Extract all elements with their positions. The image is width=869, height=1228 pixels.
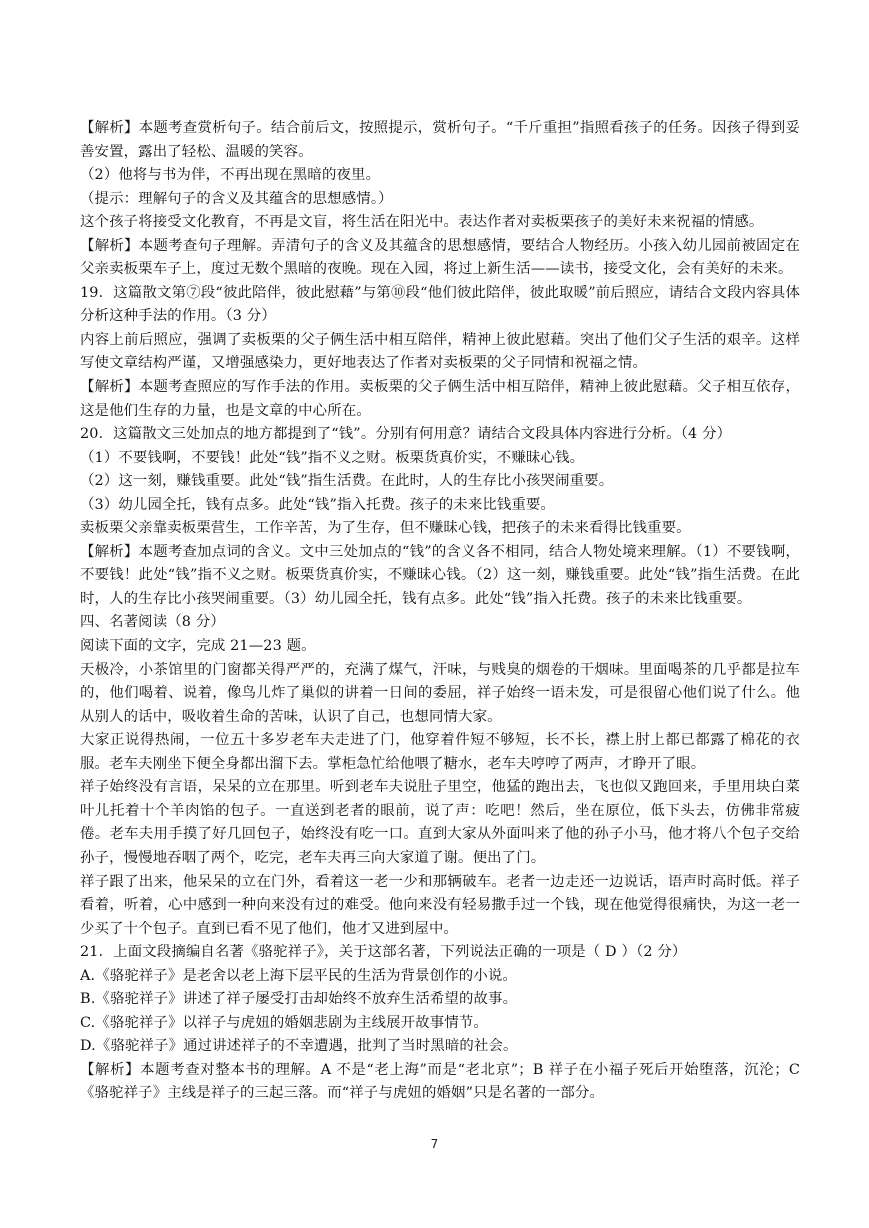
paragraph: 这个孩子将接受文化教育，不再是文盲，将生活在阳光中。表达作者对卖板栗孩子的美好未来祝福的情感。 [80,214,764,231]
paragraph: 【解析】本题考查句子理解。弄清句子的含义及其蕴含的思想感情，要结合人物经历。小孩入幼儿园前被固定在父亲卖板栗车子上，度过无数个黑暗的夜晚。现在入园，将过上新生活——读书，接受文化，会有美好的未来。 [80,237,800,278]
question-20: 20．这篇散文三处加点的地方都提到了“钱”。分别有何用意？请结合文段具体内容进行分析。（4 分） [80,426,732,443]
paragraph: （2）这一刻，赚钱重要。此处“钱”指生活费。在此时，人的生存比小孩哭闹重要。 [80,473,614,490]
paragraph: 【解析】本题考查赏析句子。结合前后文，按照提示，赏析句子。“千斤重担”指照看孩子的任务。因孩子得到妥善安置，露出了轻松、温暖的笑容。 [80,120,800,160]
passage-paragraph: 祥子跟了出来，他呆呆的立在门外，看着这一老一少和那辆破车。老者一边走还一边说话，语声时高时低。祥子看着，听着，心中感到一种向来没有过的难受。他向来没有轻易撒手过一个钱，现在他觉得很痛快，为这一老一少买了十个包子。直到已看不见了他们，他才又进到屋中。 [80,873,800,937]
paragraph: 【解析】本题考查照应的写作手法的作用。卖板栗的父子俩生活中相互陪伴，精神上彼此慰藉。父子相互依存，这是他们生存的力量，也是文章的中心所在。 [80,379,800,419]
paragraph: 【解析】本题考查加点词的含义。文中三处加点的“钱”的含义各不相同，结合人物处境来理解。（1）不要钱啊，不要钱！此处“钱”指不义之财。板栗货真价实，不赚昧心钱。（2）这一刻，赚钱重要。此处“钱”指生活费。在此时，人的生存比小孩哭闹重要。（3）幼儿园全托，钱有点多。此处“钱”指入托费。孩子的未来比钱重要。 [80,543,800,607]
paragraph: （3）幼儿园全托，钱有点多。此处“钱”指入托费。孩子的未来比钱重要。 [80,496,556,513]
paragraph: 卖板栗父亲靠卖板栗营生，工作辛苦，为了生存，但不赚昧心钱，把孩子的未来看得比钱重要。 [80,520,691,537]
section-heading: 四、名著阅读（8 分） [80,614,225,631]
option-c: C.《骆驼祥子》以祥子与虎妞的婚姻悲剧为主线展开故事情节。 [80,1014,488,1031]
option-a: A.《骆驼祥子》是老舍以老上海下层平民的生活为背景创作的小说。 [80,967,517,984]
paragraph: （1）不要钱啊，不要钱！此处“钱”指不义之财。板栗货真价实，不赚昧心钱。 [80,449,585,466]
question-19: 19．这篇散文第⑦段“彼此陪伴，彼此慰藉”与第⑩段“他们彼此陪伴，彼此取暖”前后照应，请结合文段内容具体分析这种手法的作用。（3 分） [80,284,800,325]
option-b: B.《骆驼祥子》讲述了祥子屡受打击却始终不放弃生活希望的故事。 [80,991,518,1008]
question-21: 21．上面文段摘编自名著《骆驼祥子》，关于这部名著，下列说法正确的一项是（ D ）（2 分） [80,944,687,961]
paragraph: 【解析】本题考查对整本书的理解。A 不是“老上海”而是“老北京”；B 祥子在小福子死后开始堕落，沉沦；C《骆驼祥子》主线是祥子的三起三落。而“祥子与虎妞的婚姻”只是名著的一部分。 [80,1061,800,1102]
passage-paragraph: 祥子始终没有言语，呆呆的立在那里。听到老车夫说肚子里空，他猛的跑出去，飞也似又跑回来，手里用块白菜叶儿托着十个羊肉馅的包子。一直送到老者的眼前，说了声：吃吧！然后，坐在原位，低下头去，仿佛非常疲倦。老车夫用手摸了好几回包子，始终没有吃一口。直到大家从外面叫来了他的孙子小马，他才将八个包子交给孙子，慢慢地吞咽了两个，吃完，老车夫再三向大家道了谢。便出了门。 [80,779,800,866]
paragraph: （2）他将与书为伴，不再出现在黑暗的夜里。 [80,167,381,184]
paragraph: 内容上前后照应，强调了卖板栗的父子俩生活中相互陪伴，精神上彼此慰藉。突出了他们父子生活的艰辛。这样写使文章结构严谨，又增强感染力，更好地表达了作者对卖板栗的父子同情和祝福之情。 [80,331,800,372]
paragraph: （提示：理解句子的含义及其蕴含的思想感情。） [80,190,393,207]
paragraph: 阅读下面的文字，完成 21—23 题。 [80,638,316,655]
page-number: 7 [430,1137,439,1151]
passage-paragraph: 天极冷，小茶馆里的门窗都关得严严的，充满了煤气，汗味，与贱臭的烟卷的干烟味。里面喝茶的几乎都是拉车的，他们喝着、说着，像鸟儿炸了巢似的讲着一日间的委屈，祥子始终一语未发，可是很留心他们说了什么。他从别人的话中，吸收着生命的苦味，认识了自己，也想同情大家。 [80,661,800,725]
page-content [80,117,800,1106]
option-d: D.《骆驼祥子》通过讲述祥子的不幸遭遇，批判了当时黑暗的社会。 [80,1038,518,1055]
passage-paragraph: 大家正说得热闹，一位五十多岁老车夫走进了门，他穿着件短不够短，长不长，襟上肘上都已都露了棉花的衣服。老车夫刚坐下便全身都出溜下去。掌柜急忙给他喂了糖水，老车夫哼哼了两声，才睁开了眼。 [80,732,800,772]
